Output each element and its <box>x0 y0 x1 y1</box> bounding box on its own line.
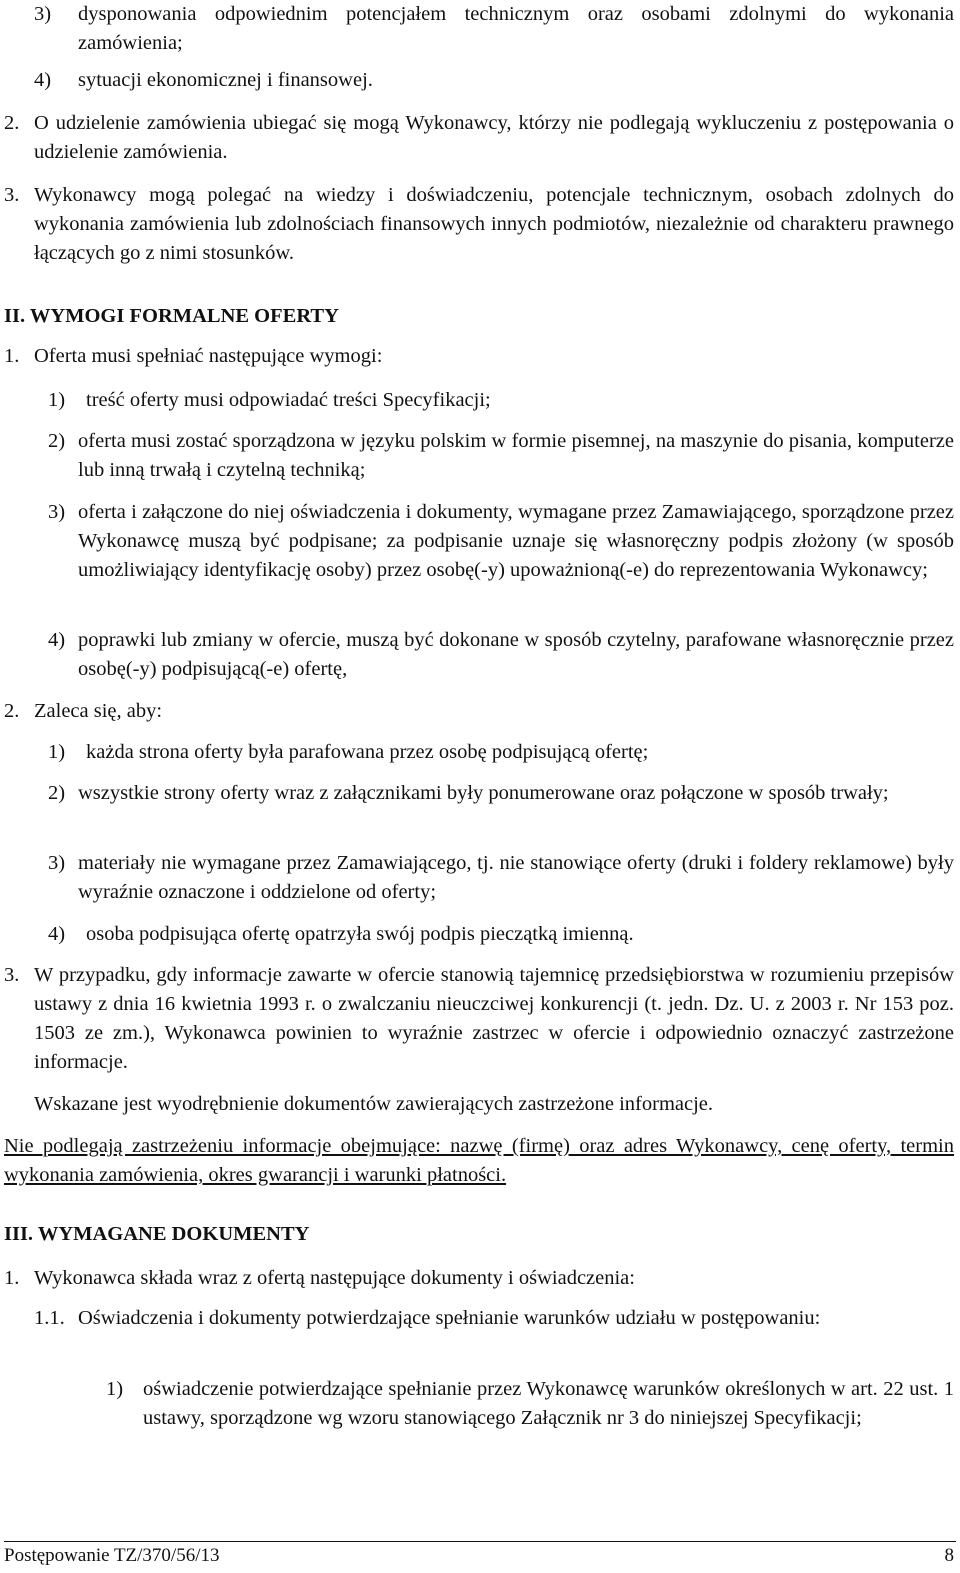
paragraph-number: 3. <box>4 184 20 206</box>
numbered-paragraph <box>4 1264 954 1293</box>
list-item <box>48 779 954 808</box>
list-number: 4) <box>34 69 52 91</box>
list-number: 3) <box>48 852 66 874</box>
paragraph-number: 3. <box>4 964 20 986</box>
list-text: osoba podpisująca ofertę opatrzyła swój podpis pieczątką imienną. <box>86 923 634 945</box>
list-item <box>34 66 954 95</box>
paragraph-number: 2. <box>4 700 20 722</box>
sub-paragraph <box>34 1304 954 1333</box>
list-item <box>106 1375 954 1433</box>
list-number: 1) <box>106 1378 124 1400</box>
list-text: sytuacji ekonomicznej i finansowej. <box>78 69 373 91</box>
paragraph-note: Wskazane jest wyodrębnienie dokumentów zawierających zastrzeżone informacje. <box>34 1093 714 1115</box>
list-text: treść oferty musi odpowiadać treści Specyfikacji; <box>86 389 491 411</box>
paragraph-text: Wykonawca składa wraz z ofertą następujące dokumenty i oświadczenia: <box>34 1267 635 1289</box>
sub-paragraph-number: 1.1. <box>34 1307 65 1329</box>
list-number: 2) <box>48 430 66 452</box>
list-text: materiały nie wymagane przez Zamawiającego, tj. nie stanowiące oferty (druki i foldery reklamowe) były wyraźnie oznaczone i oddzielone od oferty; <box>78 852 954 903</box>
numbered-paragraph <box>4 181 954 268</box>
list-number: 4) <box>48 629 66 651</box>
underlined-note: Nie podlegają zastrzeżeniu informacje obejmujące: nazwę (firmę) oraz adres Wykonawcy, cenę oferty, termin wykonania zamówienia, okres gwarancji i warunki płatności. <box>4 1135 954 1186</box>
footer-reference: Postępowanie TZ/370/56/13 <box>4 1545 220 1566</box>
list-text: poprawki lub zmiany w ofercie, muszą być dokonane w sposób czytelny, parafowane własnoręcznie przez osobę(-y) podpisującą(-e) ofertę, <box>78 629 954 680</box>
paragraph-text: Oferta musi spełniać następujące wymogi: <box>34 345 383 367</box>
paragraph-number: 2. <box>4 112 20 134</box>
list-item <box>48 427 954 485</box>
list-text: oświadczenie potwierdzające spełnianie przez Wykonawcę warunków określonych w art. 22 ust. 1 ustawy, sporządzone wg wzoru stanowiącego Załącznik nr 3 do niniejszej Specyfikacji; <box>143 1378 954 1429</box>
numbered-paragraph <box>4 961 954 1077</box>
paragraph-number: 1. <box>4 345 20 367</box>
list-item <box>48 626 954 684</box>
list-text: oferta i załączone do niej oświadczenia i dokumenty, wymagane przez Zamawiającego, sporządzone przez Wykonawcę muszą być podpisane; za podpisanie uznaje się własnoręczny podpis złożony (w sposób umożliwiający identyfikację osoby) przez osobę(-y) upoważnioną(-e) do reprezentowania Wykonawcy; <box>78 501 954 581</box>
list-item <box>48 498 954 585</box>
list-number: 4) <box>48 923 66 945</box>
numbered-paragraph <box>4 109 954 167</box>
list-text: dysponowania odpowiednim potencjałem technicznym oraz osobami zdolnymi do wykonania zamówienia; <box>78 3 954 54</box>
paragraph-text: Zaleca się, aby: <box>34 700 163 722</box>
list-text: oferta musi zostać sporządzona w języku polskim w formie pisemnej, na maszynie do pisania, komputerze lub inną trwałą i czytelną techniką; <box>78 430 954 481</box>
page-number: 8 <box>944 1545 954 1566</box>
list-item <box>48 386 954 415</box>
list-item <box>48 738 954 767</box>
list-item <box>34 0 954 58</box>
paragraph-text: O udzielenie zamówienia ubiegać się mogą Wykonawcy, którzy nie podlegają wykluczeniu z postępowania o udzielenie zamówienia. <box>34 112 954 163</box>
list-number: 3) <box>34 3 52 25</box>
list-item <box>48 920 954 949</box>
paragraph-number: 1. <box>4 1267 20 1289</box>
paragraph-text: Wykonawcy mogą polegać na wiedzy i doświadczeniu, potencjale technicznym, osobach zdolnych do wykonania zamówienia lub zdolnościach finansowych innych podmiotów, niezależnie od charakteru prawnego łączących go z nimi stosunków. <box>34 184 954 264</box>
list-text: wszystkie strony oferty wraz z załącznikami były ponumerowane oraz połączone w sposób trwały; <box>78 782 889 804</box>
list-number: 1) <box>48 389 66 411</box>
numbered-paragraph <box>4 697 954 726</box>
list-number: 1) <box>48 741 66 763</box>
footer-divider <box>4 1541 956 1542</box>
sub-paragraph-text: Oświadczenia i dokumenty potwierdzające spełnianie warunków udziału w postępowaniu: <box>78 1307 821 1329</box>
list-number: 2) <box>48 782 66 804</box>
list-item <box>48 849 954 907</box>
section-heading: II. WYMOGI FORMALNE OFERTY <box>4 305 339 327</box>
section-heading: III. WYMAGANE DOKUMENTY <box>4 1223 310 1245</box>
numbered-paragraph <box>4 342 954 371</box>
list-text: każda strona oferty była parafowana przez osobę podpisującą ofertę; <box>86 741 649 763</box>
list-number: 3) <box>48 501 66 523</box>
paragraph-text: W przypadku, gdy informacje zawarte w ofercie stanowią tajemnicę przedsiębiorstwa w rozumieniu przepisów ustawy z dnia 16 kwietnia 1993 r. o zwalczaniu nieuczciwej konkurencji (t. jedn. Dz. U. z 2003 r. Nr 153 poz. 1503 ze zm.), Wykonawca powinien to wyraźnie zastrzec w ofercie i odpowiednio oznaczyć zastrzeżone informacje. <box>34 964 954 1073</box>
